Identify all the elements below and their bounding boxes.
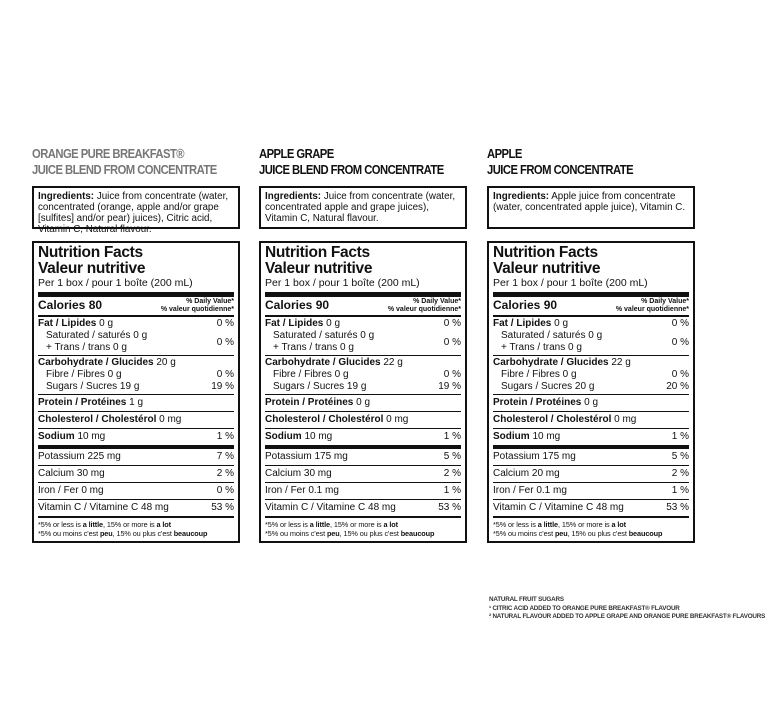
protein-row xyxy=(493,395,689,412)
fat-amount: 0 g xyxy=(323,318,341,329)
footnote-part: a lot xyxy=(383,520,398,529)
saturated-trans-pct: 0 % xyxy=(443,336,461,348)
footnote-part: beaucoup xyxy=(173,529,208,538)
fibre-text: Fibre / Fibres 0 g xyxy=(501,369,577,380)
potassium-pct: 7 % xyxy=(216,451,234,462)
fibre-pct: 0 % xyxy=(443,369,461,380)
daily-value-header xyxy=(161,298,234,314)
calories-value: Calories 90 xyxy=(265,298,330,312)
carb-amount: 20 g xyxy=(153,357,176,368)
saturated-trans-pct: 0 % xyxy=(216,336,234,348)
daily-value-en: % Daily Value* xyxy=(186,298,234,305)
protein-amount: 1 g xyxy=(126,397,144,408)
protein-label: Protein / Protéines xyxy=(265,397,354,408)
footnote-part: beaucoup xyxy=(628,529,663,538)
fat-amount: 0 g xyxy=(551,318,569,329)
note-citric-acid: ¹ CITRIC ACID ADDED TO ORANGE PURE BREAKFAST® FLAVOUR xyxy=(489,604,680,612)
footnote-part: peu xyxy=(99,529,113,538)
sugars-row xyxy=(265,381,461,393)
cholesterol-row xyxy=(265,412,461,429)
footnote-part: , 15% or more is xyxy=(558,520,612,529)
vitamin-c-text: Vitamin C / Vitamine C 48 mg xyxy=(38,502,169,513)
product-name: ORANGE PURE BREAKFAST® xyxy=(32,147,185,161)
fat-pct: 0 % xyxy=(216,318,234,329)
product-type: JUICE BLEND FROM CONCENTRATE xyxy=(259,163,444,177)
sodium-pct: 1 % xyxy=(443,431,461,442)
serving-size: Per 1 box / pour 1 boîte (200 mL) xyxy=(265,277,461,297)
calcium-pct: 2 % xyxy=(671,468,689,479)
sodium-label: Sodium xyxy=(493,431,530,442)
nutrition-facts-panel xyxy=(259,241,467,543)
product-column-orange xyxy=(32,146,240,543)
protein-amount: 0 g xyxy=(581,397,599,408)
fibre-row xyxy=(493,369,689,381)
carb-label: Carbohydrate / Glucides xyxy=(265,357,381,368)
fibre-row xyxy=(265,369,461,381)
calories-row xyxy=(265,297,461,317)
sodium-label: Sodium xyxy=(265,431,302,442)
product-name: APPLE GRAPE xyxy=(259,147,334,161)
calcium-text: Calcium 20 mg xyxy=(493,468,560,479)
carb-label: Carbohydrate / Glucides xyxy=(38,357,154,368)
footnote-fr xyxy=(265,529,461,538)
daily-value-en: % Daily Value* xyxy=(641,298,689,305)
iron-pct: 1 % xyxy=(671,485,689,496)
carb-amount: 22 g xyxy=(608,357,631,368)
calories-value: Calories 90 xyxy=(493,298,558,312)
sugars-text: Sugars / Sucres 19 g xyxy=(273,381,367,392)
nutrition-title-fr: Valeur nutritive xyxy=(265,260,373,277)
ingredients-box xyxy=(487,186,695,229)
iron-text: Iron / Fer 0.1 mg xyxy=(265,485,339,496)
carb-amount: 22 g xyxy=(380,357,403,368)
product-column-apple-grape xyxy=(259,146,467,543)
note-natural-flavour: ² NATURAL FLAVOUR ADDED TO APPLE GRAPE AND ORANGE PURE BREAKFAST® FLAVOURS xyxy=(489,613,765,620)
carb-label: Carbohydrate / Glucides xyxy=(493,357,609,368)
nutrition-title-en: Nutrition Facts xyxy=(38,244,143,261)
calcium-text: Calcium 30 mg xyxy=(38,468,105,479)
carb-row xyxy=(265,357,461,369)
footnote-part: *5% or less is xyxy=(38,520,83,529)
saturated-row: Saturated / saturés 0 g xyxy=(273,330,375,341)
calcium-pct: 2 % xyxy=(216,468,234,479)
saturated-row: Saturated / saturés 0 g xyxy=(501,330,603,341)
sodium-amount: 10 mg xyxy=(74,431,106,442)
cholesterol-amount: 0 mg xyxy=(383,414,409,425)
calories-row xyxy=(38,297,234,317)
carb-group xyxy=(265,356,461,395)
footnote xyxy=(265,518,461,538)
sodium-label: Sodium xyxy=(38,431,75,442)
nutrition-title-fr: Valeur nutritive xyxy=(493,260,601,277)
protein-amount: 0 g xyxy=(353,397,371,408)
fat-group xyxy=(493,317,689,356)
fibre-pct: 0 % xyxy=(216,369,234,380)
calcium-row xyxy=(265,466,461,483)
daily-value-header xyxy=(616,298,689,314)
vitamin-c-row xyxy=(493,500,689,518)
protein-label: Protein / Protéines xyxy=(493,397,582,408)
protein-row xyxy=(38,395,234,412)
footnote-part: a lot xyxy=(611,520,626,529)
footnote xyxy=(38,518,234,538)
footnote-part: a little xyxy=(309,520,331,529)
sugars-row xyxy=(38,381,234,393)
potassium-pct: 5 % xyxy=(671,451,689,462)
fibre-text: Fibre / Fibres 0 g xyxy=(273,369,349,380)
saturated-trans-pct: 0 % xyxy=(671,336,689,348)
cholesterol-row xyxy=(493,412,689,429)
footnote-part: *5% or less is xyxy=(493,520,538,529)
ingredients-box xyxy=(32,186,240,235)
carb-row xyxy=(38,357,234,369)
iron-text: Iron / Fer 0.1 mg xyxy=(493,485,567,496)
potassium-row xyxy=(38,449,234,466)
calcium-row xyxy=(493,466,689,483)
ingredients-box xyxy=(259,186,467,229)
vitamin-c-text: Vitamin C / Vitamine C 48 mg xyxy=(493,502,624,513)
footnote-part: peu xyxy=(326,529,340,538)
product-type: JUICE FROM CONCENTRATE xyxy=(487,163,634,177)
sodium-row xyxy=(38,429,234,449)
cholesterol-amount: 0 mg xyxy=(611,414,637,425)
iron-row xyxy=(265,483,461,500)
serving-size: Per 1 box / pour 1 boîte (200 mL) xyxy=(38,277,234,297)
nutrition-facts-panel xyxy=(32,241,240,543)
footnote-part: a lot xyxy=(156,520,171,529)
note-natural-sugars: NATURAL FRUIT SUGARS xyxy=(489,596,564,603)
trans-row: + Trans / trans 0 g xyxy=(273,342,354,353)
product-type: JUICE BLEND FROM CONCENTRATE xyxy=(32,163,217,177)
footnote-part: , 15% or more is xyxy=(103,520,157,529)
protein-row xyxy=(265,395,461,412)
iron-row xyxy=(38,483,234,500)
sugars-pct: 19 % xyxy=(211,381,234,392)
product-column-apple xyxy=(487,146,695,543)
cholesterol-amount: 0 mg xyxy=(156,414,182,425)
fat-group xyxy=(265,317,461,356)
ingredients-label: Ingredients: xyxy=(38,191,95,202)
footnote-fr xyxy=(38,529,234,538)
fat-row xyxy=(38,318,234,330)
footnote-part: beaucoup xyxy=(400,529,435,538)
footnote-part: , 15% ou plus c'est xyxy=(567,529,629,538)
calcium-row xyxy=(38,466,234,483)
product-heading xyxy=(32,146,219,186)
protein-label: Protein / Protéines xyxy=(38,397,127,408)
fat-label: Fat / Lipides xyxy=(265,318,324,329)
footnote-en xyxy=(265,520,461,529)
sugars-pct: 19 % xyxy=(438,381,461,392)
potassium-row xyxy=(265,449,461,466)
product-heading xyxy=(259,146,446,186)
ingredients-text: Juice from concentrate (water, concentrated apple and grape juices), Vitamin C, Natural flavour. xyxy=(265,191,456,224)
footnote-part: *5% ou moins c'est xyxy=(265,529,327,538)
carb-group xyxy=(493,356,689,395)
cholesterol-row xyxy=(38,412,234,429)
calcium-text: Calcium 30 mg xyxy=(265,468,332,479)
calcium-pct: 2 % xyxy=(443,468,461,479)
sugars-pct: 20 % xyxy=(666,381,689,392)
fat-pct: 0 % xyxy=(443,318,461,329)
iron-pct: 1 % xyxy=(443,485,461,496)
fat-row xyxy=(265,318,461,330)
ingredients-text: Apple juice from concentrate (water, concentrated apple juice), Vitamin C. xyxy=(493,191,686,213)
footnote-part: *5% ou moins c'est xyxy=(38,529,100,538)
sodium-row xyxy=(493,429,689,449)
nutrition-title-fr: Valeur nutritive xyxy=(38,260,146,277)
daily-value-fr: % valeur quotidienne* xyxy=(615,306,689,313)
ingredients-label: Ingredients: xyxy=(493,191,550,202)
sugars-row xyxy=(493,381,689,393)
sodium-row xyxy=(265,429,461,449)
potassium-text: Potassium 225 mg xyxy=(38,451,121,462)
nutrition-facts-panel xyxy=(487,241,695,543)
iron-text: Iron / Fer 0 mg xyxy=(38,485,104,496)
fibre-pct: 0 % xyxy=(671,369,689,380)
daily-value-header xyxy=(388,298,461,314)
footnote xyxy=(493,518,689,538)
iron-pct: 0 % xyxy=(216,485,234,496)
fat-amount: 0 g xyxy=(96,318,114,329)
sugars-text: Sugars / Sucres 19 g xyxy=(46,381,140,392)
cholesterol-label: Cholesterol / Cholestérol xyxy=(265,414,384,425)
calories-row xyxy=(493,297,689,317)
footnote-en xyxy=(493,520,689,529)
fat-group xyxy=(38,317,234,356)
potassium-text: Potassium 175 mg xyxy=(493,451,576,462)
product-name: APPLE xyxy=(487,147,522,161)
fat-label: Fat / Lipides xyxy=(38,318,97,329)
serving-size: Per 1 box / pour 1 boîte (200 mL) xyxy=(493,277,689,297)
sugars-text: Sugars / Sucres 20 g xyxy=(501,381,595,392)
potassium-pct: 5 % xyxy=(443,451,461,462)
vitamin-c-pct: 53 % xyxy=(438,502,461,513)
potassium-text: Potassium 175 mg xyxy=(265,451,348,462)
footnote-part: , 15% ou plus c'est xyxy=(339,529,401,538)
sodium-pct: 1 % xyxy=(216,431,234,442)
nutrition-title-en: Nutrition Facts xyxy=(265,244,370,261)
vitamin-c-pct: 53 % xyxy=(211,502,234,513)
cholesterol-label: Cholesterol / Cholestérol xyxy=(38,414,157,425)
sodium-amount: 10 mg xyxy=(301,431,333,442)
daily-value-fr: % valeur quotidienne* xyxy=(160,306,234,313)
vitamin-c-row xyxy=(265,500,461,518)
vitamin-c-row xyxy=(38,500,234,518)
vitamin-c-text: Vitamin C / Vitamine C 48 mg xyxy=(265,502,396,513)
fat-pct: 0 % xyxy=(671,318,689,329)
footnote-part: *5% ou moins c'est xyxy=(493,529,555,538)
fat-label: Fat / Lipides xyxy=(493,318,552,329)
trans-row: + Trans / trans 0 g xyxy=(46,342,127,353)
daily-value-fr: % valeur quotidienne* xyxy=(387,306,461,313)
sodium-pct: 1 % xyxy=(671,431,689,442)
ingredients-label: Ingredients: xyxy=(265,191,322,202)
fat-row xyxy=(493,318,689,330)
calories-value: Calories 80 xyxy=(38,298,103,312)
footnote-fr xyxy=(493,529,689,538)
sodium-amount: 10 mg xyxy=(529,431,561,442)
footnote-part: peu xyxy=(554,529,568,538)
fibre-text: Fibre / Fibres 0 g xyxy=(46,369,122,380)
footnote-part: a little xyxy=(537,520,559,529)
saturated-row: Saturated / saturés 0 g xyxy=(46,330,148,341)
ingredients-text: Juice from concentrate (water, concentrated (orange, apple and/or grape [sulfites] and/or pear) juices), Citric acid, Vitamin C, Natural flavour. xyxy=(38,191,229,235)
footnote-part: a little xyxy=(82,520,104,529)
cholesterol-label: Cholesterol / Cholestérol xyxy=(493,414,612,425)
fibre-row xyxy=(38,369,234,381)
footnote-part: , 15% or more is xyxy=(330,520,384,529)
nutrition-title-en: Nutrition Facts xyxy=(493,244,598,261)
vitamin-c-pct: 53 % xyxy=(666,502,689,513)
daily-value-en: % Daily Value* xyxy=(413,298,461,305)
trans-row: + Trans / trans 0 g xyxy=(501,342,582,353)
footnotes-block xyxy=(489,596,765,622)
iron-row xyxy=(493,483,689,500)
footnote-en xyxy=(38,520,234,529)
potassium-row xyxy=(493,449,689,466)
product-heading xyxy=(487,146,674,186)
carb-group xyxy=(38,356,234,395)
carb-row xyxy=(493,357,689,369)
footnote-part: , 15% ou plus c'est xyxy=(112,529,174,538)
footnote-part: *5% or less is xyxy=(265,520,310,529)
